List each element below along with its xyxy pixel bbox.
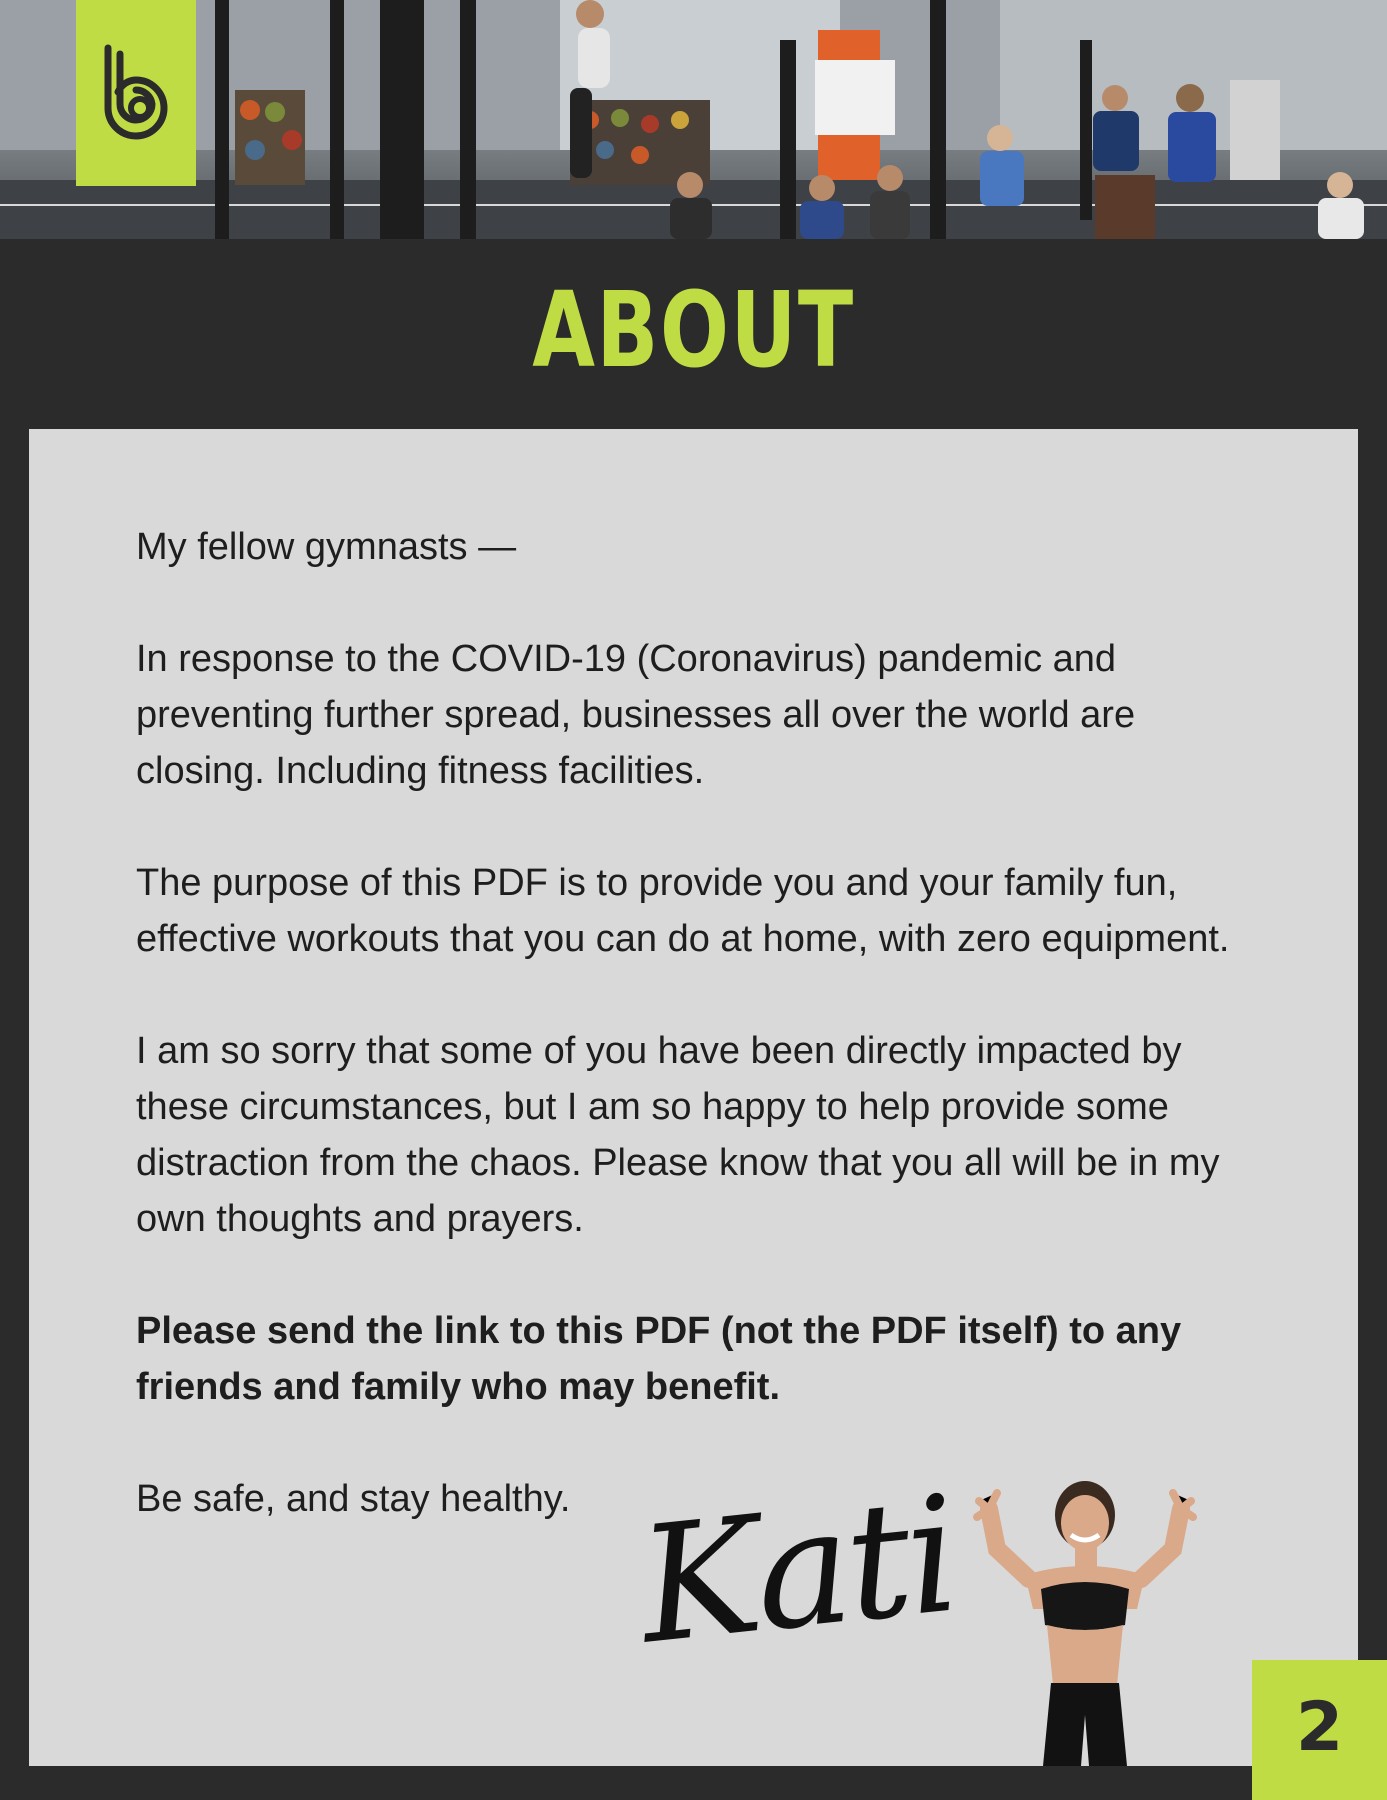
- author-photo: [967, 1479, 1217, 1766]
- bg-monogram-logo-icon: [96, 44, 176, 144]
- letter-paragraph-sympathy: I am so sorry that some of you have been directly impacted by these circumstances, but I am so happy to help provide some distraction from the chaos. Please know that you all will be in my own thoughts and prayers.: [136, 1030, 1220, 1240]
- letter-share-note: Please send the link to this PDF (not the PDF itself) to any friends and family who may benefit.: [136, 1310, 1182, 1408]
- letter-closing: Be safe, and stay healthy.: [136, 1478, 571, 1520]
- letter-paragraph-covid: In response to the COVID-19 (Coronavirus) pandemic and preventing further spread, businesses all over the world are closing. Including fitness facilities.: [136, 638, 1136, 792]
- letter-body: [136, 519, 1266, 1527]
- letter-paragraph-purpose: The purpose of this PDF is to provide you and your family fun, effective workouts that you can do at home, with zero equipment.: [136, 862, 1230, 960]
- author-signature: Kati: [631, 1460, 964, 1680]
- letter-greeting: My fellow gymnasts —: [136, 526, 517, 568]
- page-number: 2: [1295, 1688, 1344, 1767]
- brand-logo-badge: [76, 0, 196, 186]
- page-number-badge: [1252, 1660, 1387, 1800]
- header-gym-photo: [0, 0, 1387, 239]
- letter-card: [29, 429, 1358, 1766]
- page-title: ABOUT: [532, 269, 855, 391]
